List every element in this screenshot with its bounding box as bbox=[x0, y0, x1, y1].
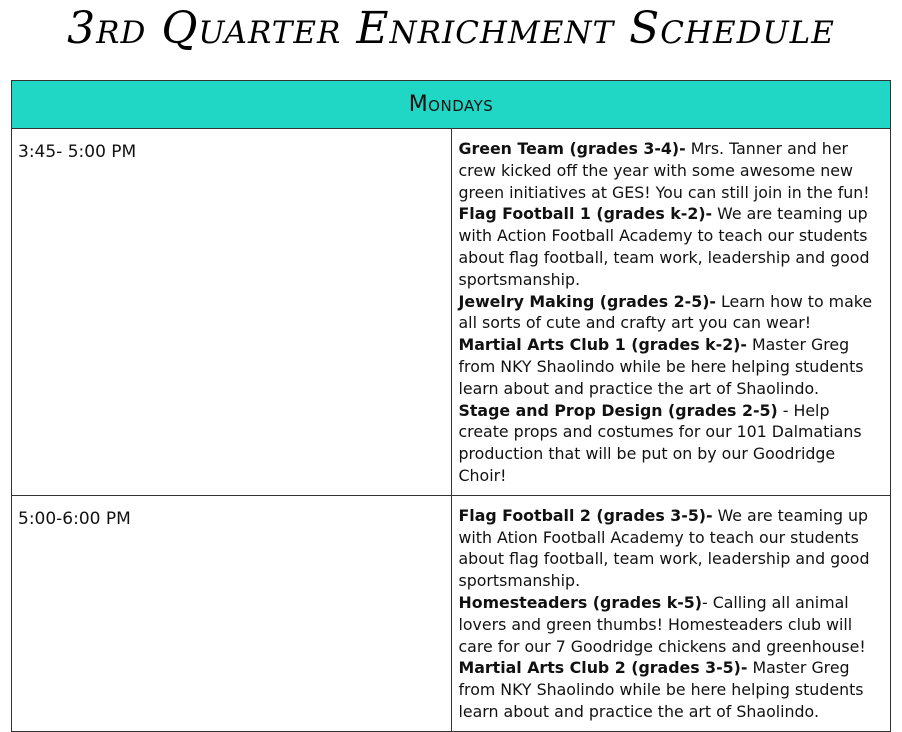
activities-cell bbox=[451, 495, 891, 731]
day-header-row bbox=[12, 81, 891, 129]
activity-description: Master Greg from NKY Shaolindo while be here helping students learn about and practice the art of Shaolindo. bbox=[458, 658, 864, 721]
activity-item bbox=[459, 657, 885, 722]
activity-item bbox=[459, 291, 885, 335]
activity-item bbox=[459, 400, 885, 487]
activity-name: Flag Football 2 (grades 3-5)- bbox=[458, 505, 713, 525]
activity-description: We are teaming up with Action Football Academy to teach our students about flag football, team work, leadership and good sportsmanship. bbox=[458, 204, 870, 289]
time-slot-cell: 5:00-6:00 PM bbox=[12, 495, 452, 731]
activity-description: - Calling all animal lovers and green thumbs! Homesteaders club will care for our 7 Goodridge chickens and greenhouse! bbox=[458, 592, 866, 656]
activity-name: Green Team (grades 3-4)- bbox=[458, 139, 686, 158]
activity-item bbox=[459, 138, 885, 203]
day-header: Mondays bbox=[12, 81, 891, 129]
activity-description: Mrs. Tanner and her crew kicked off the year with some awesome new green initiatives at GES! You can still join in the fun! bbox=[458, 139, 870, 202]
activity-description: Learn how to make all sorts of cute and crafty art you can wear! bbox=[458, 291, 873, 333]
activity-name: Stage and Prop Design (grades 2-5) bbox=[458, 400, 778, 420]
activity-item bbox=[459, 334, 885, 399]
activity-description: We are teaming up with Ation Football Academy to teach our students about flag football, team work, leadership and good sportsmanship. bbox=[458, 505, 870, 591]
activity-name: Jewelry Making (grades 2-5)- bbox=[458, 291, 716, 311]
activity-description: - Help create props and costumes for our 101 Dalmatians production that will be put on by our Goodridge Choir! bbox=[458, 400, 862, 485]
table-row bbox=[12, 129, 891, 496]
schedule-table bbox=[11, 80, 891, 732]
activity-description: Master Greg from NKY Shaolindo while be here helping students learn about and practice the art of Shaolindo. bbox=[458, 335, 864, 398]
activity-name: Homesteaders (grades k-5) bbox=[458, 592, 702, 612]
page-title: 3rd Quarter Enrichment Schedule bbox=[67, 3, 835, 54]
activity-name: Martial Arts Club 2 (grades 3-5)- bbox=[458, 658, 748, 678]
activity-item bbox=[459, 203, 885, 290]
activities-cell bbox=[451, 129, 891, 496]
activity-item bbox=[459, 505, 885, 592]
activity-name: Martial Arts Club 1 (grades k-2)- bbox=[458, 335, 747, 355]
activity-name: Flag Football 1 (grades k-2)- bbox=[458, 204, 713, 224]
table-row bbox=[12, 495, 891, 731]
activity-item bbox=[459, 592, 885, 657]
time-slot-cell: 3:45- 5:00 PM bbox=[12, 129, 452, 496]
